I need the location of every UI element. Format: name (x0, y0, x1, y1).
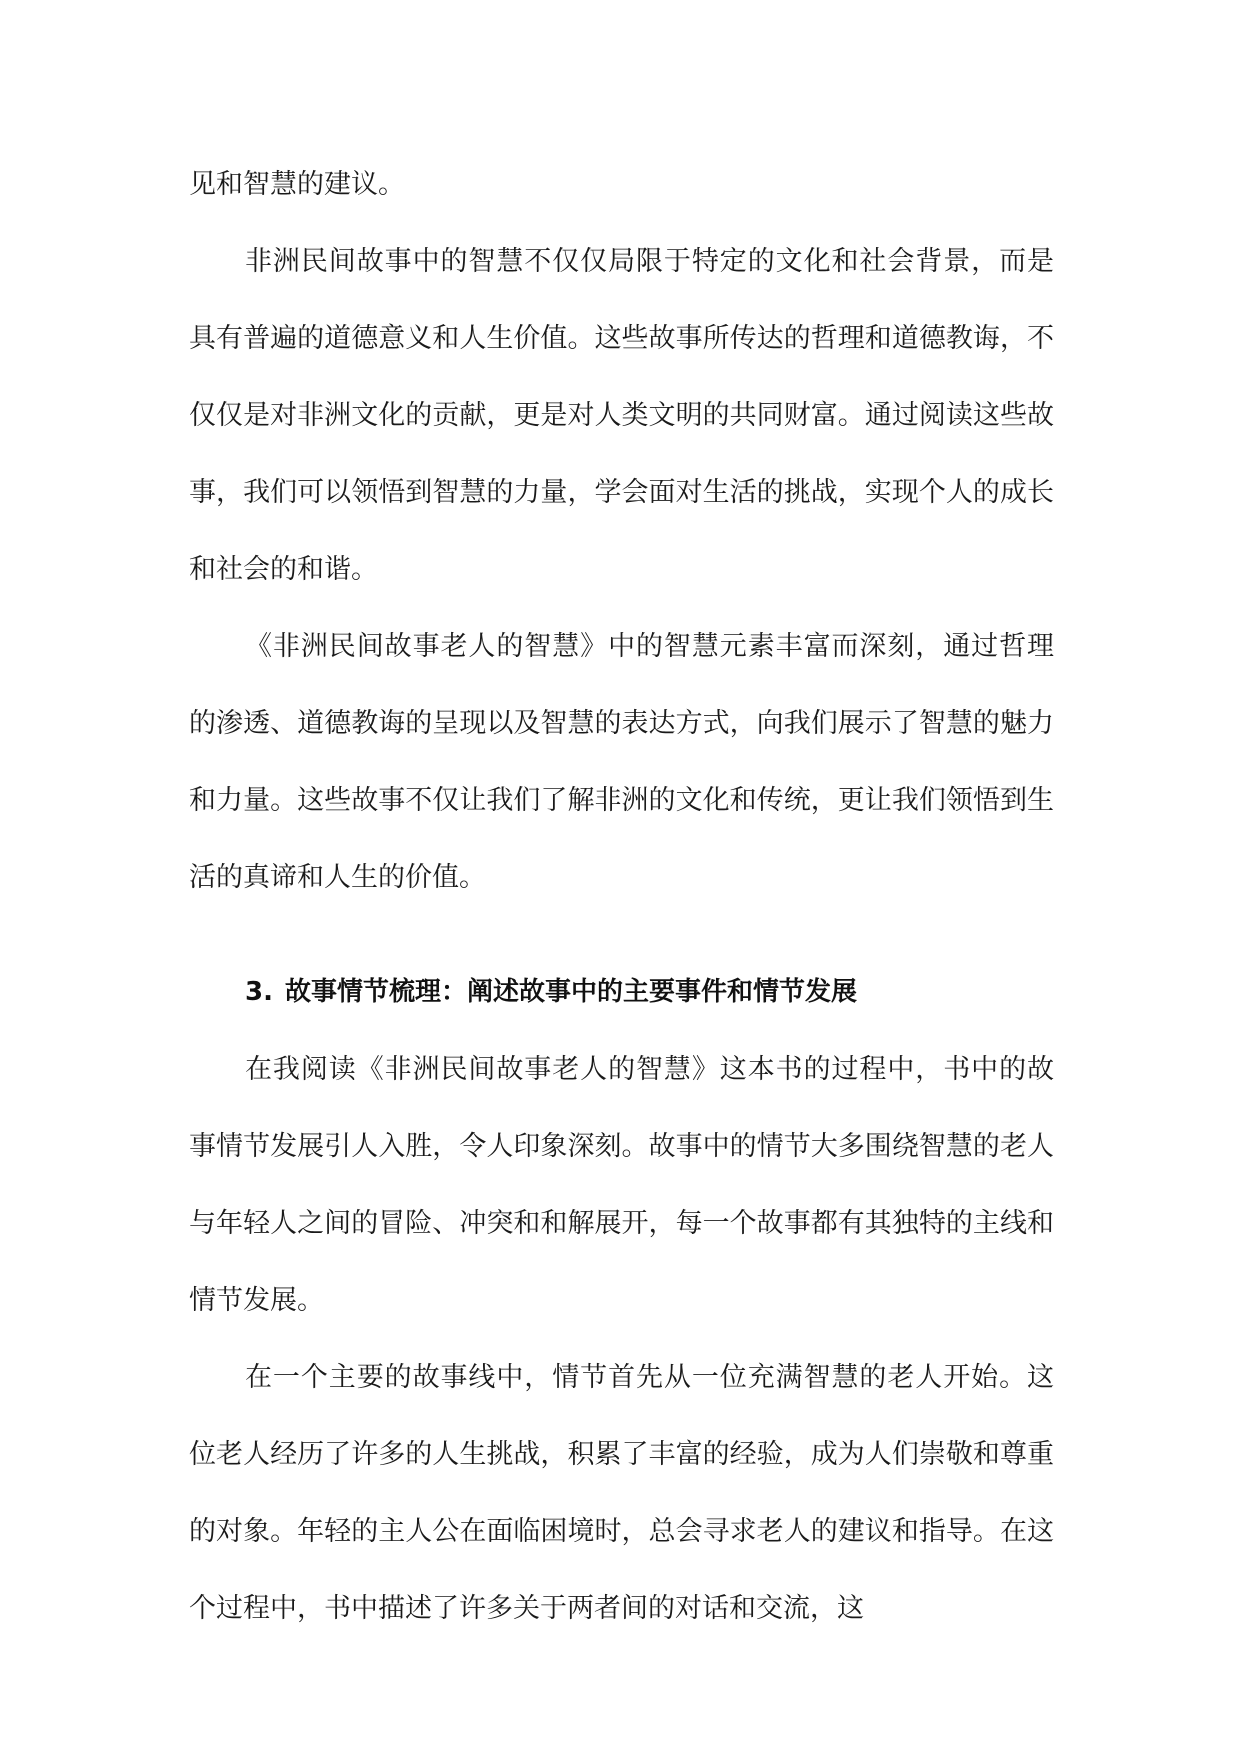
paragraph-reading-experience: 在我阅读《非洲民间故事老人的智慧》这本书的过程中，书中的故事情节发展引人入胜，令人印象深刻。故事中的情节大多围绕智慧的老人与年轻人之间的冒险、冲突和和解展开，每一个故事都有其独特的主线和情节发展。 (189, 1054, 1054, 1316)
paragraph-universal-wisdom: 非洲民间故事中的智慧不仅仅局限于特定的文化和社会背景，而是具有普遍的道德意义和人生价值。这些故事所传达的哲理和道德教诲，不仅仅是对非洲文化的贡献，更是对人类文明的共同财富。通过阅读这些故事，我们可以领悟到智慧的力量，学会面对生活的挑战，实现个人的成长和社会的和谐。 (189, 246, 1054, 585)
section-number: 3. (245, 977, 273, 1007)
section-heading (189, 954, 1054, 1031)
paragraph-main-storyline: 在一个主要的故事线中，情节首先从一位充满智慧的老人开始。这位老人经历了许多的人生挑战，积累了丰富的经验，成为人们崇敬和尊重的对象。年轻的主人公在面临困境时，总会寻求老人的建议和指导。在这个过程中，书中描述了许多关于两者间的对话和交流，这 (189, 1362, 1054, 1624)
paragraph-continuation: 见和智慧的建议。 (189, 169, 405, 200)
section-spacer (189, 916, 1054, 954)
document-body (189, 146, 1054, 1647)
paragraph-wisdom-summary: 《非洲民间故事老人的智慧》中的智慧元素丰富而深刻，通过哲理的渗透、道德教诲的呈现以及智慧的表达方式，向我们展示了智慧的魅力和力量。这些故事不仅让我们了解非洲的文化和传统，更让我们领悟到生活的真谛和人生的价值。 (189, 631, 1054, 893)
section-title: 故事情节梳理：阐述故事中的主要事件和情节发展 (284, 977, 857, 1007)
